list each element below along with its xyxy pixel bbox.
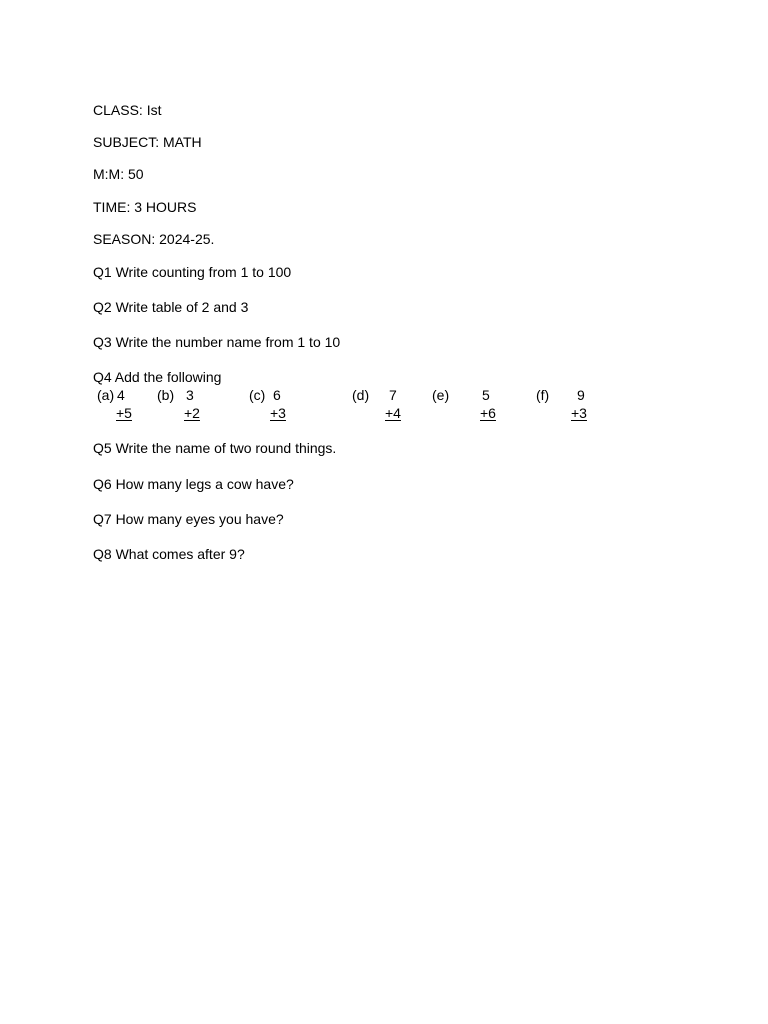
question-5: Q5 Write the name of two round things. [93, 440, 337, 456]
addition-b-bottom: +2 [184, 405, 200, 421]
question-3: Q3 Write the number name from 1 to 10 [93, 334, 341, 350]
addition-a-top: 4 [117, 387, 125, 403]
addition-c-top: 6 [273, 387, 281, 403]
addition-f-top: 9 [577, 387, 585, 403]
addition-e-top: 5 [482, 387, 490, 403]
season-line: SEASON: 2024-25. [93, 231, 215, 247]
question-8: Q8 What comes after 9? [93, 546, 245, 562]
addition-f-bottom: +3 [571, 405, 587, 421]
addition-f-label: (f) [536, 387, 550, 403]
question-7: Q7 How many eyes you have? [93, 511, 284, 527]
question-6: Q6 How many legs a cow have? [93, 476, 294, 492]
addition-c-label: (c) [249, 387, 266, 403]
max-marks-line: M:M: 50 [93, 166, 144, 182]
time-line: TIME: 3 HOURS [93, 199, 197, 215]
addition-e-bottom: +6 [480, 405, 496, 421]
question-2: Q2 Write table of 2 and 3 [93, 299, 249, 315]
addition-c-bottom: +3 [270, 405, 286, 421]
subject-line: SUBJECT: MATH [93, 134, 202, 150]
question-1: Q1 Write counting from 1 to 100 [93, 264, 292, 280]
addition-e-label: (e) [432, 387, 450, 403]
class-line: CLASS: Ist [93, 102, 162, 118]
addition-d-bottom: +4 [385, 405, 401, 421]
addition-a-label: (a) [97, 387, 115, 403]
addition-d-top: 7 [389, 387, 397, 403]
addition-b-top: 3 [186, 387, 194, 403]
addition-d-label: (d) [352, 387, 370, 403]
question-4: Q4 Add the following [93, 369, 222, 385]
addition-b-label: (b) [157, 387, 175, 403]
addition-a-bottom: +5 [116, 405, 132, 421]
